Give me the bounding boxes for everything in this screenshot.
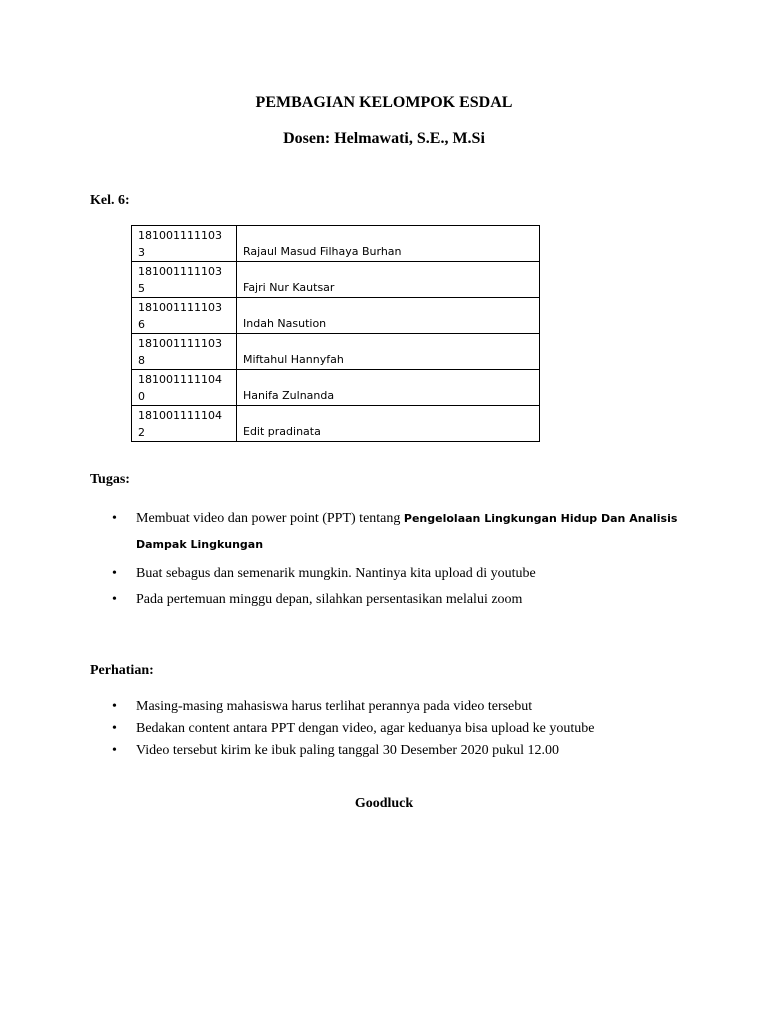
nim-cell: 181001111103 5: [132, 262, 237, 298]
nim-cell: 181001111103 8: [132, 334, 237, 370]
nim-cell: 181001111104 2: [132, 406, 237, 442]
name-cell: Fajri Nur Kautsar: [237, 262, 540, 298]
tugas-heading: Tugas:: [90, 472, 130, 487]
tugas-item-text: Buat sebagus dan semenarik mungkin. Nantinya kita upload di youtube: [136, 566, 536, 581]
list-item: [112, 566, 682, 582]
name-cell: Indah Nasution: [237, 298, 540, 334]
tugas-item-text: Pada pertemuan minggu depan, silahkan persentasikan melalui zoom: [136, 592, 523, 607]
list-item: [112, 506, 682, 558]
lecturer-name: Dosen: Helmawati, S.E., M.Si: [283, 130, 485, 147]
perhatian-item-text: Masing-masing mahasiswa harus terlihat perannya pada video tersebut: [136, 699, 533, 714]
perhatian-item-text: Video tersebut kirim ke ibuk paling tanggal 30 Desember 2020 pukul 12.00: [136, 743, 559, 758]
table-row: [132, 226, 540, 262]
name-cell: Miftahul Hannyfah: [237, 334, 540, 370]
nim-cell: 181001111104 0: [132, 370, 237, 406]
perhatian-heading: Perhatian:: [90, 663, 154, 678]
tugas-list: [112, 506, 682, 608]
member-table: [131, 225, 540, 442]
group-label: Kel. 6:: [90, 193, 130, 208]
table-row: [132, 406, 540, 442]
name-cell: Hanifa Zulnanda: [237, 370, 540, 406]
list-item: [112, 696, 682, 717]
name-cell: Edit pradinata: [237, 406, 540, 442]
list-item: [112, 718, 682, 739]
document-title: PEMBAGIAN KELOMPOK ESDAL: [255, 94, 513, 111]
perhatian-item-text: Bedakan content antara PPT dengan video, agar keduanya bisa upload ke youtube: [136, 721, 595, 736]
tugas-topic: Pengelolaan Lingkungan Hidup Dan Analisis: [403, 512, 678, 525]
nim-cell: 181001111103 6: [132, 298, 237, 334]
tugas-item-text: Membuat video dan power point (PPT) tentang: [136, 511, 404, 526]
closing-text: Goodluck: [354, 796, 414, 811]
perhatian-list: [112, 696, 682, 761]
list-item: [112, 740, 682, 761]
table-row: [132, 334, 540, 370]
table-row: [132, 370, 540, 406]
table-row: [132, 262, 540, 298]
tugas-topic-continued: Dampak Lingkungan: [136, 538, 264, 551]
name-cell: Rajaul Masud Filhaya Burhan: [237, 226, 540, 262]
table-row: [132, 298, 540, 334]
list-item: [112, 592, 682, 608]
nim-cell: 181001111103 3: [132, 226, 237, 262]
